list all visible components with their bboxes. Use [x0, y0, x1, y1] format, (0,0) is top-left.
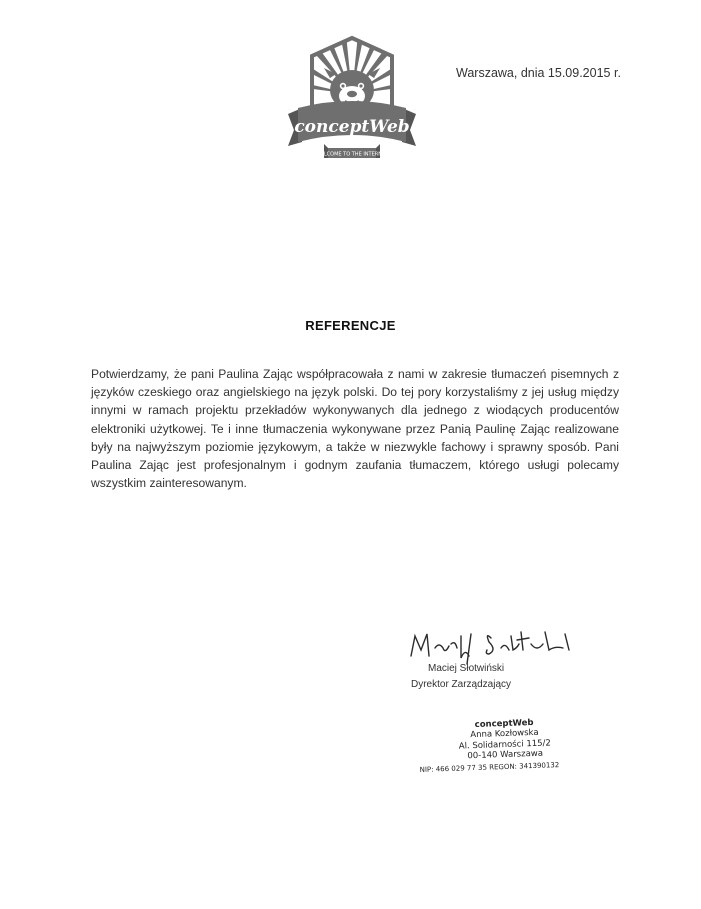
stamp-tax-ids: NIP: 466 029 77 35 REGON: 341390132	[419, 760, 560, 774]
stamp-street: Al. Solidarności 115/2	[458, 737, 552, 752]
company-stamp	[418, 717, 570, 775]
stamp-company: conceptWeb	[474, 717, 534, 731]
stamp-city: 00-140 Warszawa	[467, 748, 544, 762]
document-title: REFERENCJE	[305, 318, 396, 333]
signatory-role: Dyrektor Zarządzający	[411, 679, 512, 690]
logo-tagline-text: WELCOME TO THE INTERNET	[315, 151, 389, 158]
letter-date: Warszawa, dnia 15.09.2015 r.	[456, 66, 621, 80]
signatory-name: Maciej Słotwiński	[428, 663, 505, 674]
handwritten-signature	[405, 618, 585, 666]
logo-brand-text: conceptWeb	[294, 117, 410, 137]
pug-logo-icon	[282, 34, 422, 174]
company-logo	[282, 34, 422, 174]
stamp-person: Anna Kozłowska	[470, 727, 539, 741]
document-body: Potwierdzamy, że pani Paulina Zając współpracowała z nami w zakresie tłumaczeń pisemnych z języków czeskiego oraz angielskiego na język polski. Do tej pory korzystaliśmy z jej usług między innymi w ramach projektu przekładów wykonywanych dla jednego z wiodących producentów elektroniki użytkowej. Te i inne tłumaczenia wykonywane przez Panią Paulinę Zając realizowane były na najwyższym poziomie językowym, a także w niezwykle fachowy i sprawny sposób. Pani Paulina Zając jest profesjonalnym i godnym zaufania tłumaczem, którego usługi polecamy wszystkim zainteresowanym.	[91, 367, 619, 491]
